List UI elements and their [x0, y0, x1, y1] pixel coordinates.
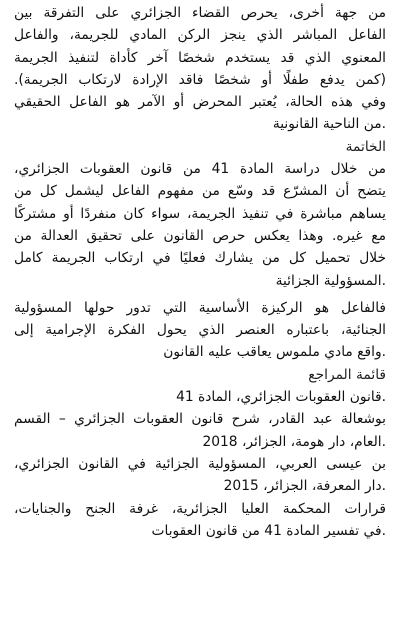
text-line: بن عيسى العربي، المسؤولية الجزائية في القانون الجزائري، [14, 455, 386, 472]
reference-item [14, 498, 386, 543]
text-line: مع غيره. وهذا يعكس حرص القانون على تحقيق العدالة من [14, 227, 386, 244]
paragraph-conclusion-2 [14, 297, 386, 364]
text-line: قرارات المحكمة العليا الجزائرية، غرفة الجنح والجنايات، [14, 500, 386, 517]
text-line: .واقع مادي ملموس يعاقب عليه القانون [163, 344, 386, 361]
text-line: من خلال دراسة المادة 41 من قانون العقوبات الجزائري، [14, 161, 386, 178]
text-line: الجنائية، باعتباره العنصر الذي يحول الفكرة الإجرامية إلى [14, 322, 386, 339]
text-line: .المسؤولية الجزائية [275, 272, 386, 289]
text-line: من جهة أخرى، يحرص القضاء الجزائري على التفرقة بين [14, 5, 386, 21]
text-line: خلال تحميل كل من يشارك فعليًا في ارتكاب الجريمة كامل [14, 250, 386, 267]
text-line: المعنوي الذي قد يستخدم شخصًا آخر كأداة لتنفيذ الجريمة [14, 49, 386, 66]
text-line: .قانون العقوبات الجزائري، المادة 41 [176, 389, 386, 406]
reference-item [14, 408, 386, 453]
text-line: .العام، دار هومة، الجزائر، 2018 [202, 433, 386, 450]
text-line: .في تفسير المادة 41 من قانون العقوبات [151, 522, 386, 539]
text-line: .دار المعرفة، الجزائر، 2015 [223, 478, 386, 495]
paragraph-conclusion-1 [14, 158, 386, 292]
text-line: (كمن يدفع طفلًا أو شخصًا فاقد الإرادة لارتكاب الجريمة). [14, 71, 386, 88]
document-body [14, 2, 386, 542]
reference-item [14, 386, 386, 408]
text-line: بوشعالة عبد القادر، شرح قانون العقوبات الجزائري – القسم [14, 411, 386, 428]
references-list [14, 386, 386, 542]
reference-item [14, 453, 386, 498]
text-line: .من الناحية القانونية [272, 116, 386, 133]
conclusion-heading: الخاتمة [345, 138, 386, 155]
text-line: فالفاعل هو الركيزة الأساسية التي تدور حولها المسؤولية [14, 299, 386, 316]
references-heading: قائمة المراجع [308, 366, 386, 383]
text-line: يساهم مباشرة في تنفيذ الجريمة، سواء كان منفردًا أو مشتركًا [14, 205, 386, 222]
paragraph-intro [14, 2, 386, 136]
text-line: وفي هذه الحالة، يُعتبر المحرض أو الآمر هو الفاعل الحقيقي [14, 94, 386, 111]
text-line: الفاعل المباشر الذي ينجز الركن المادي للجريمة، والفاعل [14, 27, 386, 44]
text-line: يتضح أن المشرّع قد وسّع من مفهوم الفاعل ليشمل كل من [14, 183, 386, 200]
